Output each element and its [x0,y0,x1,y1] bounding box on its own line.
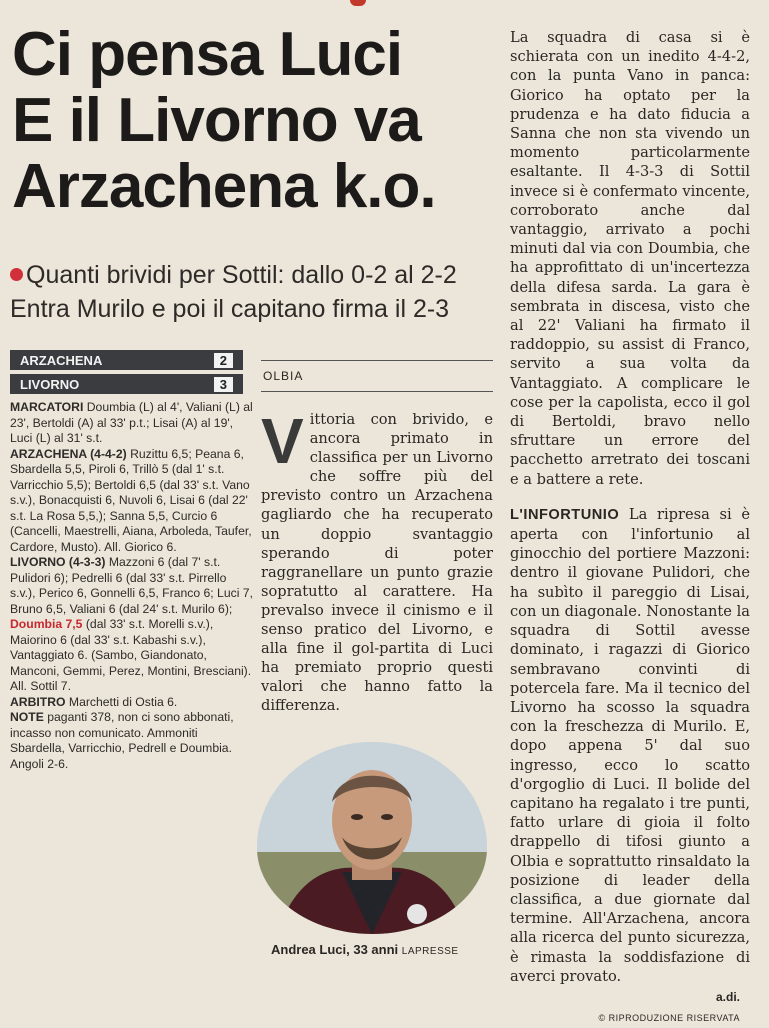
article-paragraph-3 [510,505,750,986]
paragraph-3-text: La ripresa si è aperta con l'infortunio al ginocchio del portiere Mazzoni: dentro il giovane Pulidori, che ha subìto il pareggio di Lisai, con un diagonale. Nonostante la squadra di Sottil avesse dominato, i ragazzi di Giorico sembravano convinti di potercela fare. Ma il tecnico del Livorno ha scosso la squadra con la freschezza di Murilo. E, dopo appena 5' dal suo ingresso, ecco lo scatto d'orgoglio di Luci. Il bolide del capitano ha regalato i tre punti, fatto urlare di gioia il folto drappello di tifosi giunto a Olbia e soprattutto rinsaldato la posizione di leader della classifica, a due giornate dal termine. All'Arzachena, ancora alla ricerca del punto sicurezza, è rimasta la soddisfazione di averci provato. [510,505,750,985]
dateline-block [261,360,493,392]
livorno-text-a: Mazzoni 6 (dal 7' s.t. Pulidori 6); Pedrelli 6 (dal 33' s.t. Pirrello s.v.), Perico 6, Gonnelli 6,5, Franco 6; Luci 7, Bruno 6,5, Valiani 6 (dal 24' s.t. Murilo 6); [10,555,253,616]
home-team-row [10,350,243,370]
note-entry [10,710,255,772]
section-marker [350,0,366,6]
headline [12,22,492,220]
livorno-label: LIVORNO (4-3-3) [10,555,106,569]
headline-line-3: Arzachena k.o. [12,152,436,221]
bullet-icon [10,268,23,281]
note-label: NOTE [10,710,44,724]
arbitro-label: ARBITRO [10,694,66,709]
article-right-column [510,28,750,1028]
article-paragraph-2: La squadra di casa si è schierata con un inedito 4-4-2, con la punta Vano in panca: Giorico ha optato per la prudenza e ha dato fiducia a Sanna che non sta vivendo un momento particolarmente esaltante. Il 4-3-3 di Sottil invece si è confermato vincente, corroborato anche dal vantaggio, arrivato a pochi minuti dal via con Doumbia, che ha approfittato di un'incertezza della difesa sarda. La gara è sembrata in discesa, visto che al 22' Valiani ha firmato il raddoppio, su assist di Franco, servito a sua volta da Vantaggiato. A complicare le cose per la capolista, ecco il gol di Bertoldi, bravo nello sfruttare un errore del pacchetto arretrato dei toscani e a battere a rete. [510,29,750,488]
best-player-highlight: Doumbia 7,5 [10,617,83,631]
headline-line-1: Ci pensa Luci [12,20,403,89]
match-stats [10,400,255,772]
divider [261,391,493,392]
section-subtitle: L'INFORTUNIO [510,506,620,523]
note-text: paganti 378, non ci sono abbonati, incasso non comunicato. Ammoniti Sbardella, Varricchio, Pedrell e Doumbia. Angoli 2-6. [10,710,234,771]
player-portrait-image [257,742,487,934]
arzachena-entry [10,447,255,556]
away-team: LIVORNO [20,376,80,392]
player-photo [257,742,487,934]
lead-text: ittoria con brivido, e ancora primato in classifica per un Livorno che soffre più del previsto contro un Arzachena gagliardo che ha recuperato un doppio svantaggio sperando di poter raggranellare un punto grazie sopratutto al carattere. Ha prevalso invece il cinismo e il senso pratico del Livorno, e alla fine il gol-partita di Luci ha premiato proprio questi valori che hanno fatto la differenza. [261,411,493,715]
headline-line-2: E il Livorno va [12,86,421,155]
subhead-line-1: Quanti brividi per Sottil: dallo 0-2 al 2-2 [26,261,457,289]
arzachena-text: Ruzittu 6,5; Peana 6, Sbardella 5,5, Piroli 6, Trillò 5 (dal 1' s.t. Varricchio 5,5); Bertoldi 6,5 (dal 33' s.t. Vano s.v.), Bonacquisti 6, Nuvoli 6, Lisai 6 (dal 22' s.t. La Rosa 5,5,); Sanna 5,5, Curcio 6 (Cancelli, Maestrelli, Aiana, Arboleda, Taufer, Cardore, Musto). All. Giorico 6. [10,446,252,554]
arzachena-label: ARZACHENA (4-4-2) [10,446,127,461]
dateline: OLBIA [263,369,304,383]
author-signature: a.di. [715,989,740,1004]
scoreboard [10,350,243,398]
caption-name: Andrea Luci, 33 anni [271,942,399,957]
subhead-line-2: Entra Murilo e poi il capitano firma il 2-3 [10,295,450,323]
article-lead [261,405,493,716]
away-team-row [10,374,243,394]
home-score: 2 [214,353,233,368]
drop-cap: V [261,405,304,477]
arbitro-entry [10,695,255,711]
livorno-text-b: (dal 33' s.t. Morelli s.v.), Maiorino 6 (dal 33' s.t. Kabashi s.v.), Vantaggiato 6. (Sambo, Giandonato, Manconi, Gemmi, Perez, Montini, Bresciani). All. Sottil 7. [10,617,252,693]
caption-credit: LAPRESSE [401,946,459,957]
livorno-entry [10,555,255,695]
marcatori-text: Doumbia (L) al 4', Valiani (L) al 23', Bertoldi (A) al 33' p.t.; Lisai (A) al 19', Luci (L) al 31' s.t. [10,400,253,445]
away-score: 3 [214,377,233,392]
copyright-notice: © RIPRODUZIONE RISERVATA [598,1013,740,1024]
marcatori-entry [10,400,255,447]
photo-caption [271,942,496,957]
home-team: ARZACHENA [20,352,103,368]
subheadline [10,258,500,326]
divider [261,360,493,361]
marcatori-label: MARCATORI [10,400,84,414]
arbitro-text: Marchetti di Ostia 6. [65,694,178,709]
